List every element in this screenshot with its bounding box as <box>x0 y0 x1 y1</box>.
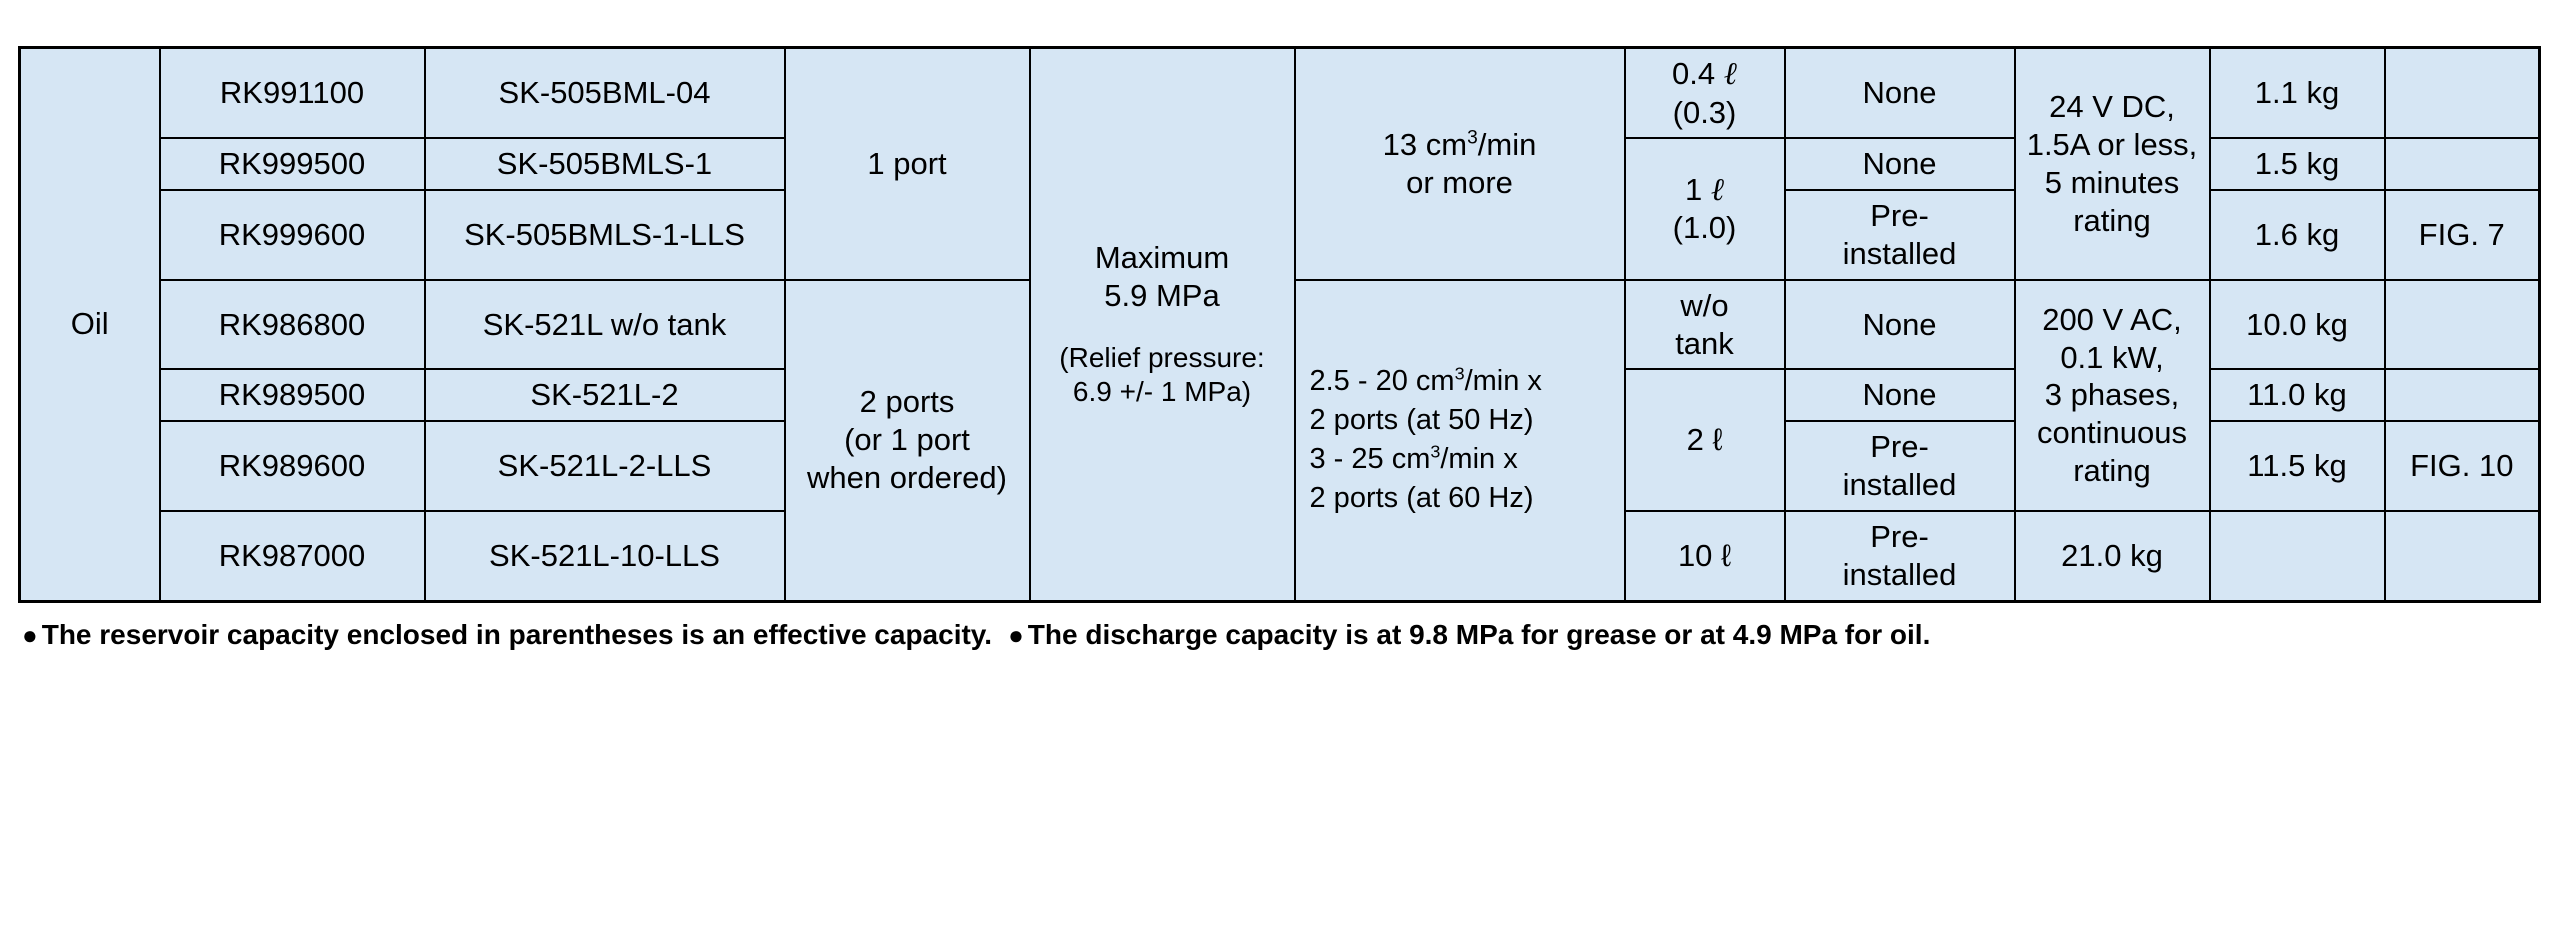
lls-line-2: installed <box>1842 467 1957 503</box>
power-dc-line-2: 1.5A or less, <box>2026 127 2198 163</box>
discharge-top-line-1: 13 $cm^3/\min$ <box>1382 127 1537 163</box>
bullet-icon: ● <box>22 619 38 650</box>
cell-figure <box>2385 280 2540 370</box>
footnote-2: The discharge capacity is at 9.8 MPa for grease or at 4.9 MPa for oil. <box>1027 618 1931 650</box>
table-row <box>20 48 2540 139</box>
power-ac-line-2: 0.1 kW, <box>2060 339 2164 375</box>
pressure-line-2: 5.9 MPa <box>1104 278 1220 314</box>
cell-low-level-switch <box>1785 421 2015 511</box>
cell-order-code: RK986800 <box>160 280 425 370</box>
cell-model: SK-505BMLS-1 <box>425 138 785 190</box>
cell-reservoir-capacity <box>1625 138 1785 279</box>
lls-line-2: installed <box>1842 556 1957 592</box>
specification-table <box>18 46 2541 603</box>
lls-line-1: Pre- <box>1870 518 1929 554</box>
cell-low-level-switch <box>1785 511 2015 601</box>
cell-discharge-capacity-bottom <box>1295 280 1625 601</box>
cell-order-code: RK999600 <box>160 190 425 280</box>
lls-line-2: installed <box>1842 236 1957 272</box>
cell-category: Oil <box>20 48 160 602</box>
power-ac-line-1: 200 V AC, <box>2042 301 2182 337</box>
ports-line-3: when ordered) <box>807 460 1007 496</box>
reservoir-line-2: tank <box>1675 325 1734 361</box>
power-ac-line-4: continuous <box>2037 415 2187 451</box>
lls-line-1: Pre- <box>1870 198 1929 234</box>
cell-reservoir-capacity <box>1625 280 1785 370</box>
ports-line-1: 2 ports <box>859 384 955 420</box>
reservoir-line-1: 0.4 ℓ <box>1672 56 1737 91</box>
cell-figure: FIG. 10 <box>2385 421 2540 511</box>
lls-line-1: Pre- <box>1870 429 1929 465</box>
cell-low-level-switch: None <box>1785 369 2015 421</box>
cell-mass: 11.5 kg <box>2210 421 2385 511</box>
power-ac-line-5: rating <box>2073 453 2151 489</box>
reservoir-line-1: 1 ℓ <box>1684 171 1725 207</box>
footnotes <box>18 617 2530 652</box>
discharge-top-line-2: or more <box>1406 164 1513 200</box>
power-dc-line-4: rating <box>2073 202 2151 238</box>
cell-model: SK-521L-10-LLS <box>425 511 785 601</box>
cell-order-code: RK989600 <box>160 421 425 511</box>
reservoir-line-1: w/o <box>1680 287 1729 323</box>
cell-low-level-switch <box>1785 190 2015 280</box>
reservoir-line-2: (1.0) <box>1672 210 1737 246</box>
cell-mass: 1.6 kg <box>2210 190 2385 280</box>
pressure-line-3: (Relief pressure: <box>1059 341 1265 373</box>
cell-reservoir-capacity: 2 ℓ <box>1625 369 1785 510</box>
cell-order-code: RK999500 <box>160 138 425 190</box>
power-ac-line-3: 3 phases, <box>2044 377 2180 413</box>
cell-figure <box>2210 511 2385 601</box>
cell-model: SK-521L w/o tank <box>425 280 785 370</box>
cell-mass: 11.0 kg <box>2210 369 2385 421</box>
cell-figure <box>2385 369 2540 421</box>
cell-figure <box>2385 48 2540 139</box>
cell-order-code: RK991100 <box>160 48 425 139</box>
cell-low-level-switch: None <box>1785 280 2015 370</box>
discharge-bottom-line-3: 3 - 25 $cm^3/\min$ x <box>1309 441 1518 476</box>
cell-discharge-capacity-top <box>1295 48 1625 280</box>
pressure-line-1: Maximum <box>1094 240 1230 276</box>
cell-model: SK-521L-2 <box>425 369 785 421</box>
discharge-bottom-line-4: 2 ports (at 60 Hz) <box>1309 482 1534 515</box>
power-dc-line-1: 24 V DC, <box>2049 89 2175 125</box>
discharge-bottom-line-2: 2 ports (at 50 Hz) <box>1309 404 1534 437</box>
cell-mass: 1.5 kg <box>2210 138 2385 190</box>
cell-mass: 10.0 kg <box>2210 280 2385 370</box>
cell-order-code: RK989500 <box>160 369 425 421</box>
cell-reservoir-capacity: 10 ℓ <box>1625 511 1785 601</box>
cell-order-code: RK987000 <box>160 511 425 601</box>
cell-mass: 1.1 kg <box>2210 48 2385 139</box>
cell-figure <box>2385 138 2540 190</box>
pressure-line-4: 6.9 +/- 1 MPa) <box>1072 376 1252 408</box>
discharge-bottom-line-1: 2.5 - 20 $cm^3/\min$ x <box>1309 363 1542 397</box>
power-dc-line-3: 5 minutes <box>2044 164 2180 200</box>
bullet-icon: ● <box>1008 619 1024 650</box>
cell-low-level-switch: None <box>1785 138 2015 190</box>
footnote-1: The reservoir capacity enclosed in parentheses is an effective capacity. <box>41 618 993 650</box>
cell-model: SK-505BML-04 <box>425 48 785 139</box>
cell-ports-group-1: 1 port <box>785 48 1030 280</box>
cell-model: SK-505BMLS-1-LLS <box>425 190 785 280</box>
cell-reservoir-capacity <box>1625 48 1785 139</box>
cell-discharge-pressure <box>1030 48 1295 602</box>
cell-ports-group-2 <box>785 280 1030 601</box>
cell-model: SK-521L-2-LLS <box>425 421 785 511</box>
cell-low-level-switch: None <box>1785 48 2015 139</box>
cell-figure: FIG. 7 <box>2385 190 2540 280</box>
ports-line-2: (or 1 port <box>844 422 970 458</box>
reservoir-line-2: (0.3) <box>1672 94 1737 130</box>
cell-mass: 21.0 kg <box>2015 511 2210 601</box>
cell-power-supply-ac <box>2015 280 2210 511</box>
cell-power-supply-dc <box>2015 48 2210 280</box>
